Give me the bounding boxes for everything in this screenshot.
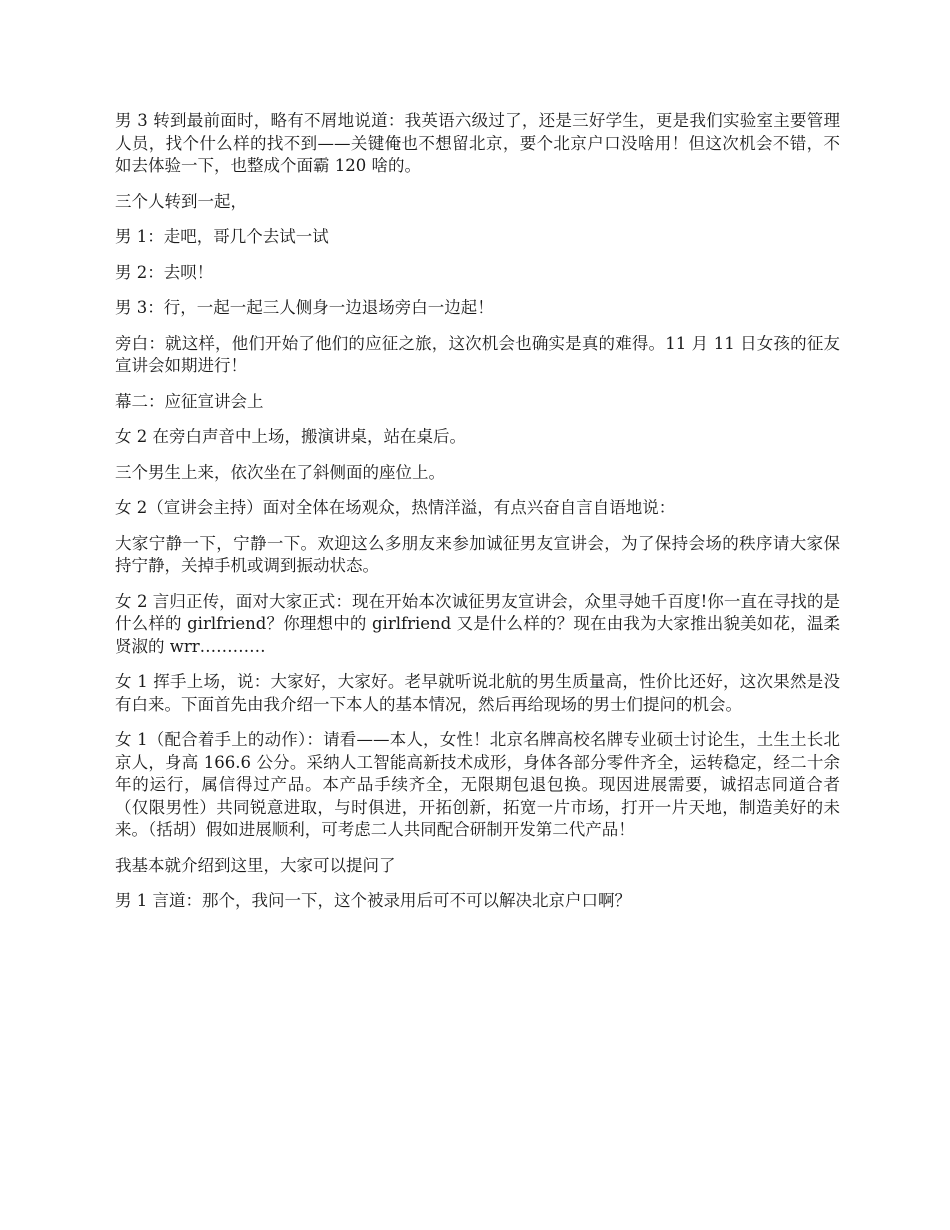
- document-body: [115, 110, 840, 926]
- paragraph-male3-speech: 男 3 转到最前面时，略有不屑地说道：我英语六级过了，还是三好学生，更是我们实验室主要管理人员，找个什么样的找不到——关键俺也不想留北京，要个北京户口没啥用！但这次机会不错，不如去体验一下，也整成个面霸 120 啥的。: [115, 111, 840, 175]
- paragraph-female1-intro: 女 1（配合着手上的动作）：请看——本人，女性！北京名牌高校名牌专业硕士讨论生，土生土长北京人，身高 166.6 公分。采纳人工智能高新技术成形，身体各部分零件齐全，运转稳定，经二十余年的运行，属信得过产品。本产品手续齐全，无限期包退包换。现因进展需要，诚招志同道合者（仅限男性）共同锐意进取，与时俱进，开拓创新，拓宽一片市场，打开一片天地，制造美好的未来。（括胡）假如进展顺利，可考虑二人共同配合研制开发第二代产品！: [115, 730, 840, 839]
- paragraph-three-boys-sit: 三个男生上来，依次坐在了斜侧面的座位上。: [115, 462, 445, 482]
- paragraph-quiet-please: 大家宁静一下，宁静一下。欢迎这么多朋友来参加诚征男友宣讲会，为了保持会场的秩序请大家保持宁静，关掉手机或调到振动状态。: [115, 533, 840, 575]
- paragraph-female2-host: 女 2（宣讲会主持）面对全体在场观众，热情洋溢，有点兴奋自言自语地说：: [115, 498, 676, 517]
- paragraph-male1-line: 男 1：走吧，哥几个去试一试: [115, 227, 329, 246]
- paragraph-male1-question: 男 1 言道：那个，我问一下，这个被录用后可不可以解决北京户口啊？: [115, 891, 631, 910]
- paragraph-female2-formal: 女 2 言归正传，面对大家正式：现在开始本次诚征男友宣讲会，众里寻她千百度!你一直在寻找的是什么样的 girlfriend？你理想中的 girlfriend 又是什么样的？现在由我为大家推出貌美如花，温柔贤淑的 wrr…………: [115, 591, 840, 656]
- paragraph-narration: 旁白：就这样，他们开始了他们的应征之旅，这次机会也确实是真的难得。11 月 11 日女孩的征友宣讲会如期进行！: [115, 333, 840, 375]
- paragraph-act-two-heading: 幕二：应征宣讲会上: [115, 391, 264, 411]
- paragraph-female1-enters: 女 1 挥手上场，说：大家好，大家好。老早就听说北航的男生质量高，性价比还好，这次果然是没有白来。下面首先由我介绍一下本人的基本情况，然后再给现场的男士们提问的机会。: [115, 672, 840, 714]
- paragraph-questions-open: 我基本就介绍到这里，大家可以提问了: [115, 855, 396, 875]
- paragraph-female2-enters: 女 2 在旁白声音中上场，搬演讲桌，站在桌后。: [115, 427, 466, 446]
- paragraph-male3-line: 男 3：行，一起一起三人侧身一边退场旁白一边起！: [115, 298, 494, 317]
- paragraph-three-turn: 三个人转到一起，: [115, 191, 247, 211]
- paragraph-male2-line: 男 2：去呗！: [115, 262, 214, 282]
